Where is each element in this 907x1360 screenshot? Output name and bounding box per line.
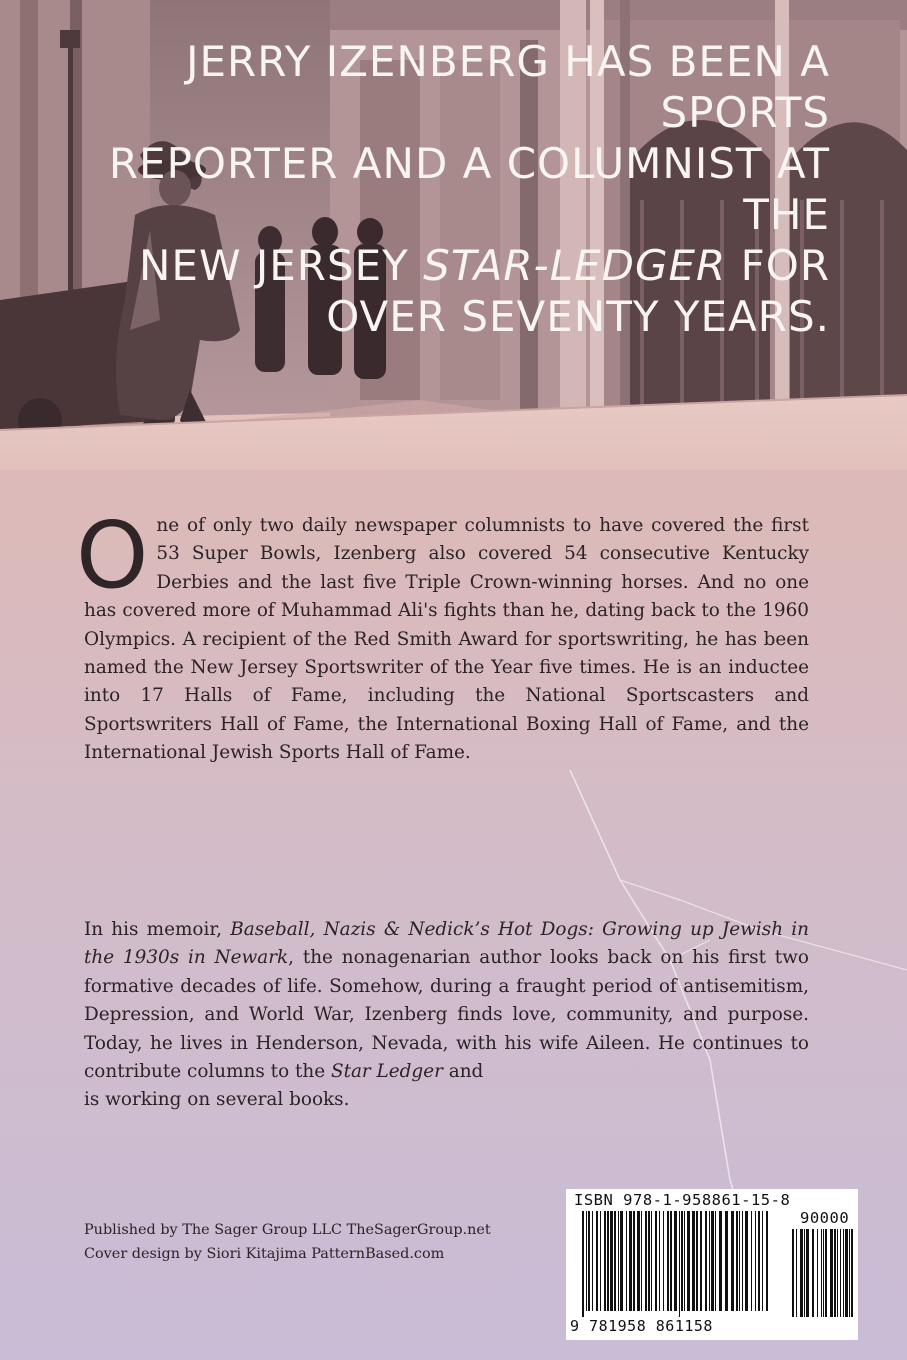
addon-bar	[825, 1229, 827, 1317]
barcode-bar	[684, 1211, 685, 1311]
barcode-bar	[687, 1211, 690, 1311]
barcode-bar	[715, 1211, 716, 1311]
barcode-bar	[762, 1211, 763, 1311]
barcode-bar	[607, 1211, 609, 1311]
ean-text: 9 781958 861158	[570, 1317, 713, 1335]
barcode-bar	[670, 1211, 672, 1311]
barcode-bar	[655, 1211, 657, 1311]
memoir-pre: In his memoir,	[84, 919, 231, 940]
barcode-bar	[618, 1211, 619, 1311]
barcode-bar	[751, 1211, 752, 1311]
barcode-bar	[705, 1211, 707, 1311]
barcode-bar	[604, 1211, 606, 1311]
isbn-text: ISBN 978-1-958861-15-8	[574, 1191, 791, 1209]
bio-paragraph-text: ne of only two daily newspaper columnists to have covered the first 53 Super Bowls, Izenberg also covered 54 consecutive Kentucky Derbies and the last five Triple Crown-winning horses. And no one has covered more of Muhammad Ali's fights than he, dating back to the 1960 Olympics. A recipient of the Red Smith Award for sportswriting, he has been named the New Jersey Sportswriter of the Year five times. He is an inductee into 17 Halls of Fame, including the National Sportscasters and Sportswriters Hall of Fame, the International Boxing Hall of Fame, and the International Jewish Sports Hall of Fame.	[84, 515, 809, 764]
barcode-bar	[592, 1211, 593, 1311]
barcode-bar	[586, 1211, 587, 1311]
barcode-bar	[659, 1211, 660, 1311]
barcode-bar	[725, 1211, 728, 1311]
price-addon-text: 90000	[800, 1209, 850, 1227]
design-credit: Cover design by Siori Kitajima PatternBased.com	[84, 1246, 445, 1262]
addon-bar	[834, 1229, 836, 1317]
barcode-bar	[692, 1211, 695, 1311]
headline-publication: STAR-LEDGER	[423, 241, 727, 290]
barcode-bar	[758, 1211, 760, 1311]
barcode-bar	[739, 1211, 740, 1311]
barcode-bar	[711, 1211, 714, 1311]
barcode	[566, 1189, 858, 1340]
barcode-bar	[641, 1211, 642, 1311]
memoir-post: and	[442, 1061, 484, 1083]
headline	[40, 36, 830, 342]
addon-bar	[837, 1229, 838, 1317]
addon-bar	[849, 1229, 850, 1317]
barcode-bar	[629, 1211, 632, 1311]
headline-line-3-pre: NEW JERSEY	[139, 241, 424, 290]
barcode-bar	[709, 1211, 710, 1311]
barcode-bar	[766, 1211, 768, 1311]
barcode-bar	[696, 1211, 698, 1311]
barcode-bar	[637, 1211, 640, 1311]
barcode-bar	[596, 1211, 598, 1311]
barcode-bar	[610, 1211, 613, 1311]
barcode-bar	[614, 1211, 616, 1311]
addon-bar	[830, 1229, 833, 1317]
addon-bar	[792, 1229, 794, 1317]
addon-bar	[796, 1229, 797, 1317]
barcode-bar	[719, 1211, 722, 1311]
memoir-paragraph	[84, 916, 809, 1115]
headline-line-3	[40, 240, 830, 291]
headline-line-1: JERRY IZENBERG HAS BEEN A SPORTS	[186, 37, 830, 137]
barcode-bar	[582, 1211, 584, 1317]
memoir-last-line: is working on several books.	[84, 1089, 350, 1111]
barcode-bar	[755, 1211, 756, 1311]
publisher-credit: Published by The Sager Group LLC TheSagerGroup.net	[84, 1222, 491, 1238]
memoir-paper: Star Ledger	[330, 1061, 443, 1083]
drop-cap: O	[76, 502, 149, 609]
barcode-bar	[648, 1211, 650, 1311]
memoir-mid: , the nonagenarian author looks back on his first two formative decades of life. Somehow, during a fraught period of antisemitism, Depression, and World War, Izenberg finds love, community, and purpose. Today, he lives in Henderson, Nevada, with his wife Aileen. He continues to contribute columns to the	[84, 947, 809, 1083]
addon-bar	[812, 1229, 814, 1317]
barcode-bar	[674, 1211, 677, 1311]
barcode-bar	[745, 1211, 748, 1311]
barcode-bar	[742, 1211, 743, 1311]
addon-bar	[821, 1229, 822, 1317]
addon-bar	[823, 1229, 824, 1317]
addon-bar	[800, 1229, 803, 1317]
addon-bar	[843, 1229, 844, 1317]
credits	[84, 1218, 491, 1266]
barcode-bar	[651, 1211, 652, 1311]
addon-bar	[804, 1229, 805, 1317]
barcode-bar	[700, 1211, 702, 1311]
barcode-bar	[645, 1211, 647, 1311]
barcode-bar	[626, 1211, 627, 1311]
barcode-bar	[731, 1211, 734, 1311]
barcode-bar	[681, 1211, 683, 1311]
addon-bar	[845, 1229, 848, 1317]
barcode-bar	[600, 1211, 601, 1311]
barcode-bar	[663, 1211, 664, 1311]
addon-bar	[851, 1229, 853, 1317]
headline-line-4: OVER SEVENTY YEARS.	[326, 292, 830, 341]
barcode-bar	[667, 1211, 669, 1311]
addon-bar	[817, 1229, 818, 1317]
headline-line-3-post: FOR	[726, 241, 830, 290]
barcode-bar	[620, 1211, 623, 1311]
addon-bar	[806, 1229, 809, 1317]
memoir-title: Baseball, Nazis & Nedick’s Hot Dogs: Growing up Jewish in the 1930s in Newark	[84, 919, 809, 969]
barcode-bar	[736, 1211, 738, 1311]
bio-paragraph	[76, 502, 809, 768]
barcode-bar	[588, 1211, 590, 1311]
barcode-bar	[679, 1211, 680, 1317]
addon-bar	[840, 1229, 841, 1317]
headline-line-2: REPORTER AND A COLUMNIST AT THE	[108, 139, 830, 239]
barcode-bar	[633, 1211, 635, 1311]
